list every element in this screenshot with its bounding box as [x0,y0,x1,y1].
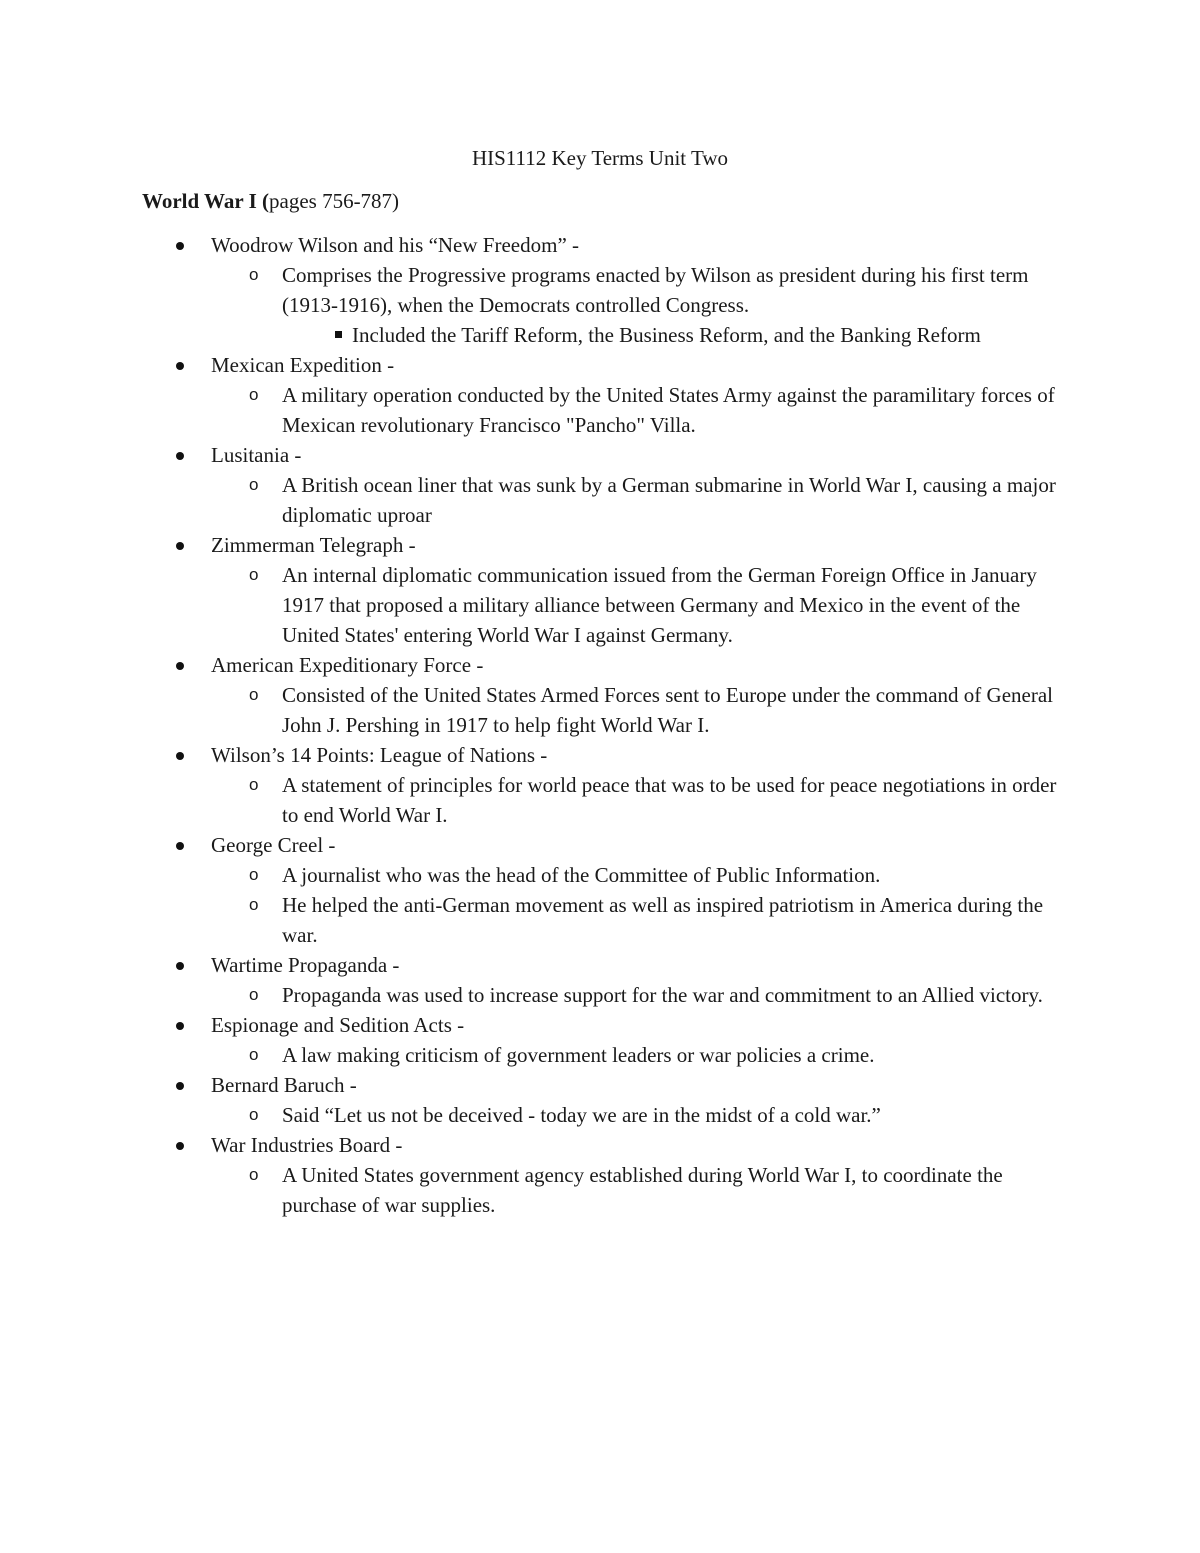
term-line [0,650,1200,680]
term-label: Zimmerman Telegraph - [211,533,416,557]
term-label: Wartime Propaganda - [211,953,400,977]
term-item [0,1070,1200,1130]
definition-item [0,470,1200,530]
term-line [0,740,1200,770]
bullet-circle-icon: o [249,895,259,914]
bullet-disc-icon [176,752,184,760]
term-line [0,830,1200,860]
section-heading-bold: World War I ( [142,189,269,213]
definition-item [0,680,1200,740]
bullet-circle-icon: o [249,265,259,284]
definition-item [0,1160,1200,1220]
definition-item [0,1100,1200,1130]
bullet-circle-icon: o [249,1165,259,1184]
definition-list [0,770,1200,830]
bullet-square-icon [335,331,342,338]
bullet-circle-icon: o [249,865,259,884]
definition-list [0,1160,1200,1220]
definition-item [0,560,1200,650]
definition-list [0,260,1200,350]
term-line [0,1010,1200,1040]
definition-list [0,680,1200,740]
bullet-disc-icon [176,962,184,970]
term-line [0,1070,1200,1100]
bullet-circle-icon: o [249,1045,259,1064]
term-line [0,350,1200,380]
definition-text: A military operation conducted by the United States Army against the paramilitary forces of Mexican revolutionary Francisco "Pancho" Villa. [282,383,1055,437]
definition-list [0,980,1200,1010]
bullet-circle-icon: o [249,985,259,1004]
term-item [0,950,1200,1010]
term-item [0,650,1200,740]
definition-text: A United States government agency established during World War I, to coordinate the purchase of war supplies. [282,1163,1003,1217]
bullet-disc-icon [176,842,184,850]
bullet-disc-icon [176,1022,184,1030]
bullet-circle-icon: o [249,775,259,794]
definition-text: Said “Let us not be deceived - today we are in the midst of a cold war.” [282,1103,881,1127]
definition-item [0,770,1200,830]
bullet-circle-icon: o [249,565,259,584]
term-label: War Industries Board - [211,1133,403,1157]
term-item [0,1130,1200,1220]
definition-text: Comprises the Progressive programs enacted by Wilson as president during his first term (1913-1916), when the Democrats controlled Congress. [282,263,1029,317]
term-label: Espionage and Sedition Acts - [211,1013,465,1037]
definition-item [0,890,1200,950]
term-label: American Expeditionary Force - [211,653,484,677]
term-item [0,230,1200,350]
definition-text: A British ocean liner that was sunk by a German submarine in World War I, causing a major diplomatic uproar [282,473,1056,527]
definition-text: A law making criticism of government leaders or war policies a crime. [282,1043,875,1067]
term-item [0,350,1200,440]
document-title: HIS1112 Key Terms Unit Two [471,146,729,170]
definition-list [0,560,1200,650]
subpoint-text: Included the Tariff Reform, the Business Reform, and the Banking Reform [352,323,981,347]
bullet-circle-icon: o [249,475,259,494]
definition-item [0,860,1200,890]
definition-list [0,1040,1200,1070]
bullet-disc-icon [176,1082,184,1090]
definition-list [0,380,1200,440]
bullet-disc-icon [176,242,184,250]
term-line [0,950,1200,980]
definition-list [0,860,1200,950]
term-item [0,1010,1200,1070]
definition-text: Propaganda was used to increase support for the war and commitment to an Allied victory. [282,983,1043,1007]
term-label: Lusitania - [211,443,302,467]
term-line [0,230,1200,260]
term-line [0,440,1200,470]
definition-text: A journalist who was the head of the Committee of Public Information. [282,863,881,887]
term-item [0,440,1200,530]
bullet-circle-icon: o [249,1105,259,1124]
bullet-disc-icon [176,452,184,460]
definition-text: He helped the anti-German movement as well as inspired patriotism in America during the war. [282,893,1044,947]
definition-text: Consisted of the United States Armed Forces sent to Europe under the command of General John J. Pershing in 1917 to help fight World War I. [282,683,1053,737]
term-label: Wilson’s 14 Points: League of Nations - [211,743,548,767]
key-terms-list [0,230,1200,1220]
definition-item [0,260,1200,350]
subpoint-list [282,320,1070,350]
term-label: Woodrow Wilson and his “New Freedom” - [211,233,580,257]
term-item [0,530,1200,650]
section-heading-pages: pages 756-787) [269,189,400,213]
bullet-circle-icon: o [249,385,259,404]
definition-text: An internal diplomatic communication issued from the German Foreign Office in January 1917 that proposed a military alliance between Germany and Mexico in the event of the United States' entering World War I against Germany. [282,563,1037,647]
bullet-disc-icon [176,662,184,670]
definition-item [0,980,1200,1010]
term-line [0,530,1200,560]
term-item [0,830,1200,950]
term-label: Bernard Baruch - [211,1073,357,1097]
term-item [0,740,1200,830]
term-line [0,1130,1200,1160]
definition-list [0,1100,1200,1130]
bullet-disc-icon [176,542,184,550]
bullet-disc-icon [176,1142,184,1150]
definition-item [0,380,1200,440]
section-heading [142,186,399,216]
definition-item [0,1040,1200,1070]
definition-list [0,470,1200,530]
definition-text: A statement of principles for world peace that was to be used for peace negotiations in order to end World War I. [282,773,1057,827]
subpoint-item [0,320,1200,350]
term-label: George Creel - [211,833,336,857]
bullet-disc-icon [176,362,184,370]
term-label: Mexican Expedition - [211,353,395,377]
bullet-circle-icon: o [249,685,259,704]
